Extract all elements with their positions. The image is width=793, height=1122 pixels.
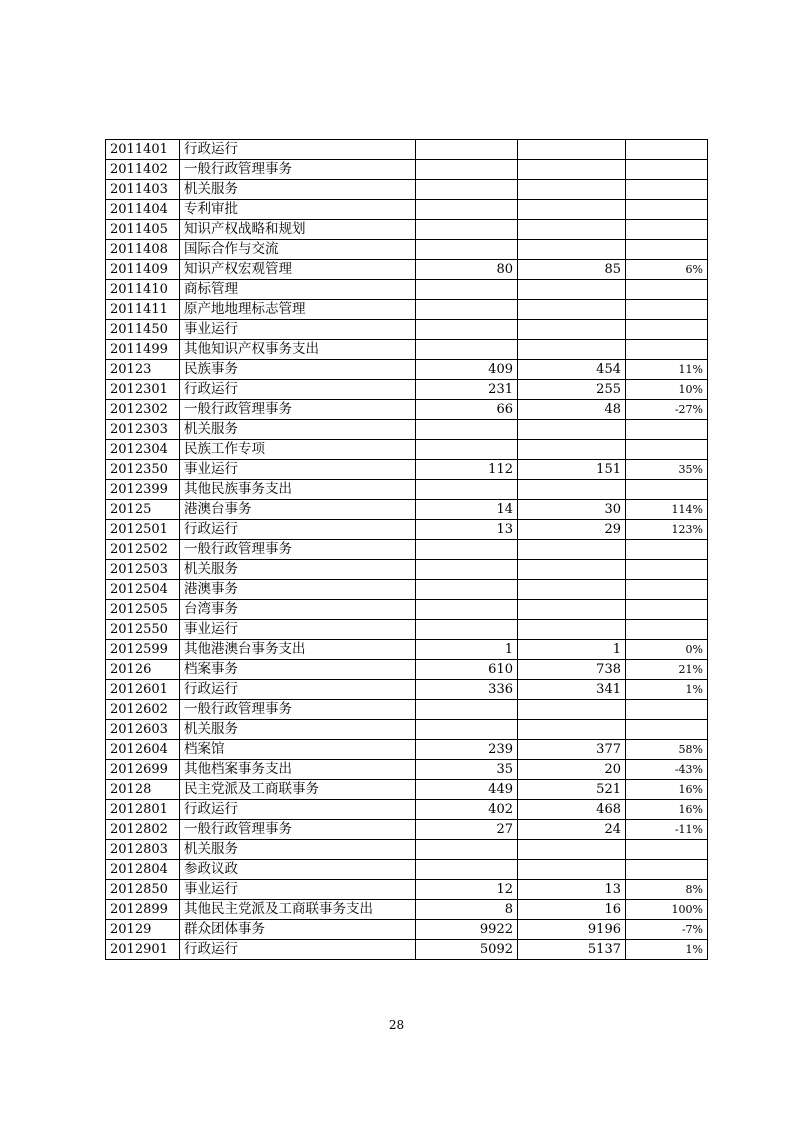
item-name-cell: 其他档案事务支出 bbox=[180, 760, 416, 780]
table-row bbox=[106, 820, 708, 840]
value-cell-1 bbox=[416, 420, 518, 440]
value-cell-2 bbox=[518, 320, 626, 340]
change-percent-cell: -27% bbox=[626, 400, 708, 420]
value-cell-1 bbox=[416, 340, 518, 360]
value-cell-1: 5092 bbox=[416, 940, 518, 960]
code-cell: 2012850 bbox=[106, 880, 180, 900]
code-cell: 20128 bbox=[106, 780, 180, 800]
table-row bbox=[106, 900, 708, 920]
code-cell: 2012504 bbox=[106, 580, 180, 600]
item-name-cell: 其他港澳台事务支出 bbox=[180, 640, 416, 660]
table-row bbox=[106, 600, 708, 620]
value-cell-1 bbox=[416, 240, 518, 260]
value-cell-1: 449 bbox=[416, 780, 518, 800]
table-row bbox=[106, 640, 708, 660]
code-cell: 2011402 bbox=[106, 160, 180, 180]
value-cell-1 bbox=[416, 160, 518, 180]
code-cell: 2011499 bbox=[106, 340, 180, 360]
value-cell-2 bbox=[518, 140, 626, 160]
budget-table bbox=[105, 139, 708, 960]
change-percent-cell bbox=[626, 720, 708, 740]
table-row bbox=[106, 400, 708, 420]
code-cell: 2012602 bbox=[106, 700, 180, 720]
item-name-cell: 台湾事务 bbox=[180, 600, 416, 620]
code-cell: 2011401 bbox=[106, 140, 180, 160]
value-cell-2 bbox=[518, 540, 626, 560]
change-percent-cell bbox=[626, 300, 708, 320]
code-cell: 2012804 bbox=[106, 860, 180, 880]
item-name-cell: 事业运行 bbox=[180, 460, 416, 480]
value-cell-1: 1 bbox=[416, 640, 518, 660]
item-name-cell: 行政运行 bbox=[180, 140, 416, 160]
item-name-cell: 机关服务 bbox=[180, 420, 416, 440]
value-cell-1 bbox=[416, 300, 518, 320]
change-percent-cell: -11% bbox=[626, 820, 708, 840]
code-cell: 2012901 bbox=[106, 940, 180, 960]
item-name-cell: 知识产权战略和规划 bbox=[180, 220, 416, 240]
item-name-cell: 一般行政管理事务 bbox=[180, 160, 416, 180]
code-cell: 20129 bbox=[106, 920, 180, 940]
code-cell: 2011450 bbox=[106, 320, 180, 340]
change-percent-cell bbox=[626, 600, 708, 620]
value-cell-2: 738 bbox=[518, 660, 626, 680]
value-cell-1 bbox=[416, 480, 518, 500]
item-name-cell: 机关服务 bbox=[180, 720, 416, 740]
value-cell-1 bbox=[416, 620, 518, 640]
table-row bbox=[106, 320, 708, 340]
change-percent-cell bbox=[626, 560, 708, 580]
item-name-cell: 档案事务 bbox=[180, 660, 416, 680]
change-percent-cell bbox=[626, 240, 708, 260]
item-name-cell: 机关服务 bbox=[180, 560, 416, 580]
item-name-cell: 原产地地理标志管理 bbox=[180, 300, 416, 320]
item-name-cell: 港澳事务 bbox=[180, 580, 416, 600]
value-cell-2 bbox=[518, 860, 626, 880]
code-cell: 2012350 bbox=[106, 460, 180, 480]
value-cell-1: 27 bbox=[416, 820, 518, 840]
code-cell: 20126 bbox=[106, 660, 180, 680]
item-name-cell: 民族工作专项 bbox=[180, 440, 416, 460]
table-row bbox=[106, 580, 708, 600]
page-number: 28 bbox=[388, 1018, 405, 1032]
item-name-cell: 档案馆 bbox=[180, 740, 416, 760]
change-percent-cell: 21% bbox=[626, 660, 708, 680]
item-name-cell: 行政运行 bbox=[180, 940, 416, 960]
value-cell-1: 239 bbox=[416, 740, 518, 760]
code-cell: 20123 bbox=[106, 360, 180, 380]
code-cell: 2012304 bbox=[106, 440, 180, 460]
value-cell-1: 409 bbox=[416, 360, 518, 380]
value-cell-2: 255 bbox=[518, 380, 626, 400]
table-row bbox=[106, 180, 708, 200]
code-cell: 2011411 bbox=[106, 300, 180, 320]
value-cell-1: 13 bbox=[416, 520, 518, 540]
change-percent-cell: 1% bbox=[626, 940, 708, 960]
table-row bbox=[106, 440, 708, 460]
item-name-cell: 民族事务 bbox=[180, 360, 416, 380]
value-cell-1 bbox=[416, 860, 518, 880]
value-cell-1 bbox=[416, 840, 518, 860]
value-cell-2 bbox=[518, 700, 626, 720]
change-percent-cell: -43% bbox=[626, 760, 708, 780]
item-name-cell: 民主党派及工商联事务 bbox=[180, 780, 416, 800]
value-cell-1 bbox=[416, 600, 518, 620]
value-cell-2: 85 bbox=[518, 260, 626, 280]
table-row bbox=[106, 140, 708, 160]
value-cell-1: 402 bbox=[416, 800, 518, 820]
value-cell-1 bbox=[416, 440, 518, 460]
item-name-cell: 事业运行 bbox=[180, 320, 416, 340]
value-cell-2: 151 bbox=[518, 460, 626, 480]
code-cell: 2012502 bbox=[106, 540, 180, 560]
code-cell: 2012801 bbox=[106, 800, 180, 820]
value-cell-2: 9196 bbox=[518, 920, 626, 940]
table-row bbox=[106, 560, 708, 580]
value-cell-2: 468 bbox=[518, 800, 626, 820]
table-row bbox=[106, 240, 708, 260]
code-cell: 2012599 bbox=[106, 640, 180, 660]
value-cell-2 bbox=[518, 240, 626, 260]
table-row bbox=[106, 260, 708, 280]
item-name-cell: 一般行政管理事务 bbox=[180, 700, 416, 720]
value-cell-2: 20 bbox=[518, 760, 626, 780]
code-cell: 2012503 bbox=[106, 560, 180, 580]
value-cell-1 bbox=[416, 580, 518, 600]
value-cell-2 bbox=[518, 180, 626, 200]
table-row bbox=[106, 420, 708, 440]
change-percent-cell bbox=[626, 840, 708, 860]
change-percent-cell: 123% bbox=[626, 520, 708, 540]
item-name-cell: 商标管理 bbox=[180, 280, 416, 300]
value-cell-2: 13 bbox=[518, 880, 626, 900]
item-name-cell: 其他知识产权事务支出 bbox=[180, 340, 416, 360]
item-name-cell: 知识产权宏观管理 bbox=[180, 260, 416, 280]
change-percent-cell bbox=[626, 180, 708, 200]
code-cell: 2012803 bbox=[106, 840, 180, 860]
value-cell-2: 48 bbox=[518, 400, 626, 420]
change-percent-cell bbox=[626, 480, 708, 500]
value-cell-1 bbox=[416, 200, 518, 220]
code-cell: 2011408 bbox=[106, 240, 180, 260]
code-cell: 2012501 bbox=[106, 520, 180, 540]
table-row bbox=[106, 840, 708, 860]
code-cell: 2012303 bbox=[106, 420, 180, 440]
code-cell: 2011410 bbox=[106, 280, 180, 300]
value-cell-2 bbox=[518, 560, 626, 580]
change-percent-cell bbox=[626, 540, 708, 560]
value-cell-2 bbox=[518, 420, 626, 440]
item-name-cell: 一般行政管理事务 bbox=[180, 820, 416, 840]
change-percent-cell: 16% bbox=[626, 800, 708, 820]
value-cell-2 bbox=[518, 220, 626, 240]
item-name-cell: 行政运行 bbox=[180, 380, 416, 400]
item-name-cell: 事业运行 bbox=[180, 880, 416, 900]
value-cell-2 bbox=[518, 480, 626, 500]
change-percent-cell: 1% bbox=[626, 680, 708, 700]
item-name-cell: 其他民主党派及工商联事务支出 bbox=[180, 900, 416, 920]
change-percent-cell bbox=[626, 420, 708, 440]
value-cell-1: 14 bbox=[416, 500, 518, 520]
change-percent-cell: 114% bbox=[626, 500, 708, 520]
value-cell-2 bbox=[518, 300, 626, 320]
code-cell: 2011409 bbox=[106, 260, 180, 280]
value-cell-2 bbox=[518, 280, 626, 300]
table-row bbox=[106, 680, 708, 700]
code-cell: 2012802 bbox=[106, 820, 180, 840]
value-cell-2: 521 bbox=[518, 780, 626, 800]
table-row bbox=[106, 340, 708, 360]
value-cell-1: 80 bbox=[416, 260, 518, 280]
value-cell-2 bbox=[518, 600, 626, 620]
item-name-cell: 港澳台事务 bbox=[180, 500, 416, 520]
change-percent-cell bbox=[626, 160, 708, 180]
change-percent-cell bbox=[626, 580, 708, 600]
value-cell-2 bbox=[518, 840, 626, 860]
value-cell-2: 1 bbox=[518, 640, 626, 660]
item-name-cell: 行政运行 bbox=[180, 520, 416, 540]
item-name-cell: 参政议政 bbox=[180, 860, 416, 880]
value-cell-2: 341 bbox=[518, 680, 626, 700]
table-row bbox=[106, 460, 708, 480]
value-cell-1 bbox=[416, 540, 518, 560]
table-row bbox=[106, 160, 708, 180]
item-name-cell: 群众团体事务 bbox=[180, 920, 416, 940]
value-cell-1 bbox=[416, 700, 518, 720]
value-cell-1 bbox=[416, 720, 518, 740]
change-percent-cell bbox=[626, 220, 708, 240]
change-percent-cell bbox=[626, 440, 708, 460]
table-row bbox=[106, 200, 708, 220]
value-cell-2 bbox=[518, 340, 626, 360]
value-cell-2: 377 bbox=[518, 740, 626, 760]
change-percent-cell: 6% bbox=[626, 260, 708, 280]
item-name-cell: 事业运行 bbox=[180, 620, 416, 640]
change-percent-cell: -7% bbox=[626, 920, 708, 940]
value-cell-2: 5137 bbox=[518, 940, 626, 960]
change-percent-cell: 11% bbox=[626, 360, 708, 380]
code-cell: 2012399 bbox=[106, 480, 180, 500]
value-cell-1: 66 bbox=[416, 400, 518, 420]
table-row bbox=[106, 300, 708, 320]
table-row bbox=[106, 660, 708, 680]
item-name-cell: 机关服务 bbox=[180, 180, 416, 200]
code-cell: 2011404 bbox=[106, 200, 180, 220]
item-name-cell: 国际合作与交流 bbox=[180, 240, 416, 260]
value-cell-1 bbox=[416, 180, 518, 200]
value-cell-1 bbox=[416, 560, 518, 580]
table-row bbox=[106, 480, 708, 500]
change-percent-cell bbox=[626, 280, 708, 300]
item-name-cell: 一般行政管理事务 bbox=[180, 540, 416, 560]
code-cell: 2011405 bbox=[106, 220, 180, 240]
table-row bbox=[106, 360, 708, 380]
change-percent-cell: 58% bbox=[626, 740, 708, 760]
code-cell: 2012899 bbox=[106, 900, 180, 920]
table-row bbox=[106, 940, 708, 960]
value-cell-1 bbox=[416, 220, 518, 240]
change-percent-cell: 100% bbox=[626, 900, 708, 920]
value-cell-1 bbox=[416, 320, 518, 340]
table-row bbox=[106, 520, 708, 540]
code-cell: 2012550 bbox=[106, 620, 180, 640]
value-cell-2: 29 bbox=[518, 520, 626, 540]
change-percent-cell bbox=[626, 140, 708, 160]
change-percent-cell: 35% bbox=[626, 460, 708, 480]
item-name-cell: 行政运行 bbox=[180, 800, 416, 820]
change-percent-cell bbox=[626, 860, 708, 880]
change-percent-cell bbox=[626, 340, 708, 360]
code-cell: 2011403 bbox=[106, 180, 180, 200]
value-cell-2: 24 bbox=[518, 820, 626, 840]
table-row bbox=[106, 760, 708, 780]
table-row bbox=[106, 780, 708, 800]
table-row bbox=[106, 800, 708, 820]
value-cell-2: 454 bbox=[518, 360, 626, 380]
value-cell-1: 610 bbox=[416, 660, 518, 680]
table-row bbox=[106, 880, 708, 900]
code-cell: 2012604 bbox=[106, 740, 180, 760]
change-percent-cell bbox=[626, 200, 708, 220]
code-cell: 20125 bbox=[106, 500, 180, 520]
table-row bbox=[106, 220, 708, 240]
value-cell-1: 8 bbox=[416, 900, 518, 920]
value-cell-2 bbox=[518, 160, 626, 180]
item-name-cell: 机关服务 bbox=[180, 840, 416, 860]
value-cell-1: 12 bbox=[416, 880, 518, 900]
change-percent-cell: 8% bbox=[626, 880, 708, 900]
value-cell-2 bbox=[518, 720, 626, 740]
code-cell: 2012505 bbox=[106, 600, 180, 620]
code-cell: 2012302 bbox=[106, 400, 180, 420]
value-cell-1 bbox=[416, 140, 518, 160]
table-row bbox=[106, 740, 708, 760]
value-cell-1 bbox=[416, 280, 518, 300]
table-row bbox=[106, 700, 708, 720]
table-row bbox=[106, 920, 708, 940]
table-row bbox=[106, 860, 708, 880]
budget-table-body bbox=[106, 140, 708, 960]
code-cell: 2012699 bbox=[106, 760, 180, 780]
value-cell-2 bbox=[518, 580, 626, 600]
table-row bbox=[106, 280, 708, 300]
item-name-cell: 专利审批 bbox=[180, 200, 416, 220]
value-cell-2 bbox=[518, 200, 626, 220]
value-cell-2 bbox=[518, 440, 626, 460]
value-cell-2: 16 bbox=[518, 900, 626, 920]
value-cell-2 bbox=[518, 620, 626, 640]
code-cell: 2012603 bbox=[106, 720, 180, 740]
table-row bbox=[106, 540, 708, 560]
table-row bbox=[106, 500, 708, 520]
value-cell-1: 336 bbox=[416, 680, 518, 700]
code-cell: 2012601 bbox=[106, 680, 180, 700]
item-name-cell: 一般行政管理事务 bbox=[180, 400, 416, 420]
value-cell-2: 30 bbox=[518, 500, 626, 520]
item-name-cell: 行政运行 bbox=[180, 680, 416, 700]
change-percent-cell bbox=[626, 320, 708, 340]
value-cell-1: 112 bbox=[416, 460, 518, 480]
change-percent-cell bbox=[626, 620, 708, 640]
change-percent-cell bbox=[626, 700, 708, 720]
code-cell: 2012301 bbox=[106, 380, 180, 400]
item-name-cell: 其他民族事务支出 bbox=[180, 480, 416, 500]
table-row bbox=[106, 380, 708, 400]
table-row bbox=[106, 720, 708, 740]
table-row bbox=[106, 620, 708, 640]
value-cell-1: 35 bbox=[416, 760, 518, 780]
change-percent-cell: 16% bbox=[626, 780, 708, 800]
value-cell-1: 231 bbox=[416, 380, 518, 400]
value-cell-1: 9922 bbox=[416, 920, 518, 940]
change-percent-cell: 10% bbox=[626, 380, 708, 400]
change-percent-cell: 0% bbox=[626, 640, 708, 660]
